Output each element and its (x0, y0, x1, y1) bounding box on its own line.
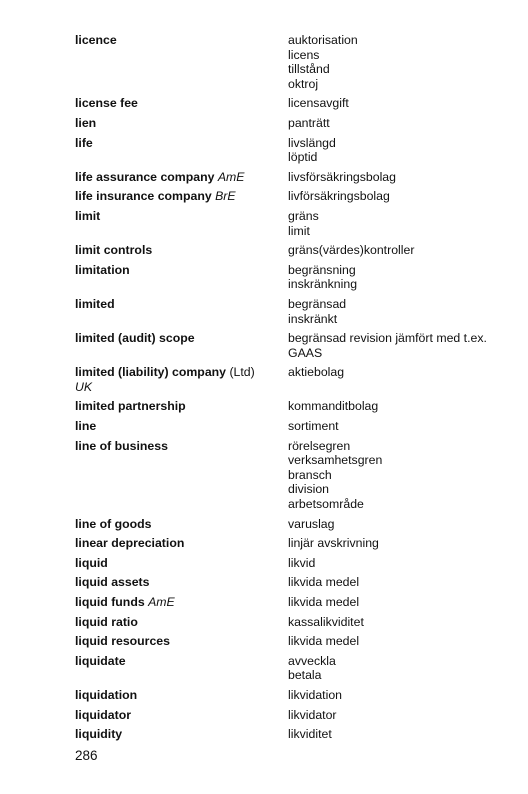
entry-term (75, 575, 288, 590)
entry-translations (288, 263, 520, 292)
translation-line: likvida medel (288, 575, 360, 590)
term-text: line of goods (75, 516, 152, 531)
entry-translations (288, 536, 520, 551)
page-number: 286 (75, 748, 98, 763)
entry-translations (288, 170, 520, 185)
entry-translations (288, 654, 520, 683)
term-text: life (75, 135, 93, 150)
entry-term (75, 439, 288, 454)
entry-translations (288, 96, 520, 111)
translation-line: GAAS (288, 345, 323, 360)
entry-translations (288, 727, 520, 742)
dictionary-entry (75, 615, 520, 630)
term-qualifier: UK (75, 379, 93, 394)
translation-line: livsförsäkringsbolag (288, 169, 396, 184)
translation-line: limit (288, 223, 310, 238)
entry-translations (288, 297, 520, 326)
translation-line: licensavgift (288, 96, 349, 111)
entry-translations (288, 419, 520, 434)
entry-term (75, 263, 288, 278)
translation-line: likvida medel (288, 595, 360, 609)
entry-term (75, 517, 288, 532)
translation-line: betala (288, 668, 322, 683)
dictionary-entry (75, 170, 520, 185)
entry-term (75, 33, 288, 48)
term-text: limitation (75, 262, 130, 277)
translation-line: linjär avskrivning (288, 536, 379, 551)
translation-line: livförsäkringsbolag (288, 189, 390, 204)
dictionary-entry (75, 575, 520, 590)
dictionary-entry (75, 116, 520, 131)
dictionary-entry (75, 536, 520, 551)
entry-translations (288, 439, 520, 512)
entry-translations (288, 331, 520, 360)
term-text: liquidator (75, 707, 132, 722)
translation-line: gräns(värdes)kontroller (288, 243, 415, 258)
translation-line: likvida medel (288, 634, 360, 649)
term-text: limited (audit) scope (75, 331, 195, 346)
term-text: liquidate (75, 653, 126, 668)
term-text: line of business (75, 438, 168, 453)
entry-translations (288, 615, 520, 630)
dictionary-entry (75, 517, 520, 532)
entry-term (75, 556, 288, 571)
entry-term (75, 634, 288, 649)
dictionary-entry (75, 331, 520, 360)
translation-line: begränsad (288, 296, 347, 311)
dictionary-entry (75, 33, 520, 91)
term-text: limited (75, 296, 115, 311)
translation-line: licens (288, 47, 320, 62)
entry-translations (288, 243, 520, 258)
term-text: linear depreciation (75, 536, 185, 551)
dictionary-entry (75, 209, 520, 238)
entry-translations (288, 33, 520, 91)
term-text: limit controls (75, 243, 153, 258)
term-qualifier: AmE (217, 169, 245, 184)
translation-line: auktorisation (288, 33, 358, 47)
entry-translations (288, 634, 520, 649)
dictionary-entry (75, 297, 520, 326)
entry-term (75, 243, 288, 258)
entry-translations (288, 688, 520, 703)
dictionary-entry (75, 688, 520, 703)
translation-line: gräns (288, 208, 319, 223)
term-text: limited (liability) company (75, 365, 227, 380)
term-text: liquidation (75, 687, 138, 702)
entry-term (75, 96, 288, 111)
translation-line: bransch (288, 467, 332, 482)
dictionary-entry (75, 419, 520, 434)
entry-term (75, 189, 288, 204)
translation-line: likvidation (288, 687, 342, 702)
entry-term (75, 615, 288, 630)
dictionary-entry (75, 727, 520, 742)
term-text: liquid ratio (75, 614, 138, 629)
dictionary-entry (75, 654, 520, 683)
translation-line: sortiment (288, 419, 339, 434)
term-text: lien (75, 115, 97, 130)
translation-line: kommanditbolag (288, 399, 379, 414)
term-text: life insurance company (75, 189, 212, 204)
translation-line: likviditet (288, 727, 332, 742)
entry-translations (288, 517, 520, 532)
dictionary-entry (75, 595, 520, 610)
translation-line: arbetsområde (288, 497, 364, 512)
term-text: liquid resources (75, 634, 170, 649)
entry-term (75, 297, 288, 312)
translation-line: begränsning (288, 262, 356, 277)
term-text: liquid funds (75, 595, 145, 609)
term-text: licence (75, 33, 117, 47)
term-abbreviation: (Ltd) (229, 365, 255, 380)
entry-term (75, 536, 288, 551)
dictionary-entry (75, 136, 520, 165)
entry-translations (288, 116, 520, 131)
translation-line: kassalikviditet (288, 614, 364, 629)
entry-term (75, 170, 288, 185)
translation-line: division (288, 482, 330, 497)
entry-term (75, 688, 288, 703)
translation-line: oktroj (288, 76, 319, 91)
entry-list (75, 33, 520, 747)
entry-term (75, 419, 288, 434)
dictionary-entry (75, 365, 520, 394)
dictionary-entry (75, 439, 520, 512)
translation-line: livslängd (288, 135, 336, 150)
translation-line: rörelsegren (288, 438, 351, 453)
dictionary-entry (75, 96, 520, 111)
translation-line: tillstånd (288, 62, 330, 77)
entry-translations (288, 365, 520, 380)
entry-term (75, 727, 288, 742)
translation-line: panträtt (288, 115, 330, 130)
entry-term (75, 399, 288, 414)
entry-translations (288, 556, 520, 571)
term-text: liquidity (75, 727, 123, 742)
dictionary-entry (75, 634, 520, 649)
entry-translations (288, 575, 520, 590)
term-text: license fee (75, 96, 138, 111)
entry-term (75, 595, 288, 610)
translation-line: likvid (288, 555, 316, 570)
entry-translations (288, 136, 520, 165)
entry-translations (288, 399, 520, 414)
translation-line: begränsad revision jämfört med t.ex. (288, 331, 487, 346)
entry-translations (288, 189, 520, 204)
translation-line: likvidator (288, 707, 337, 722)
entry-translations (288, 595, 520, 610)
translation-line: inskränkning (288, 277, 358, 292)
translation-line: verksamhetsgren (288, 453, 383, 468)
term-qualifier: AmE (148, 595, 175, 609)
dictionary-entry (75, 708, 520, 723)
term-text: liquid assets (75, 575, 150, 590)
dictionary-entry (75, 189, 520, 204)
term-text: liquid (75, 555, 108, 570)
term-text: limit (75, 208, 101, 223)
dictionary-entry (75, 263, 520, 292)
entry-translations (288, 209, 520, 238)
term-text: limited partnership (75, 399, 186, 414)
entry-term (75, 708, 288, 723)
translation-line: avveckla (288, 653, 336, 668)
dictionary-entry (75, 399, 520, 414)
entry-term (75, 209, 288, 224)
dictionary-entry (75, 556, 520, 571)
dictionary-entry (75, 243, 520, 258)
term-qualifier: BrE (215, 189, 236, 204)
term-text: life assurance company (75, 169, 215, 184)
translation-line: inskränkt (288, 311, 338, 326)
entry-term (75, 331, 288, 346)
entry-term (75, 116, 288, 131)
entry-term (75, 136, 288, 151)
entry-translations (288, 708, 520, 723)
translation-line: löptid (288, 150, 318, 165)
entry-term (75, 654, 288, 669)
entry-term (75, 365, 288, 394)
translation-line: aktiebolag (288, 365, 345, 380)
translation-line: varuslag (288, 516, 335, 531)
term-text: line (75, 419, 97, 434)
